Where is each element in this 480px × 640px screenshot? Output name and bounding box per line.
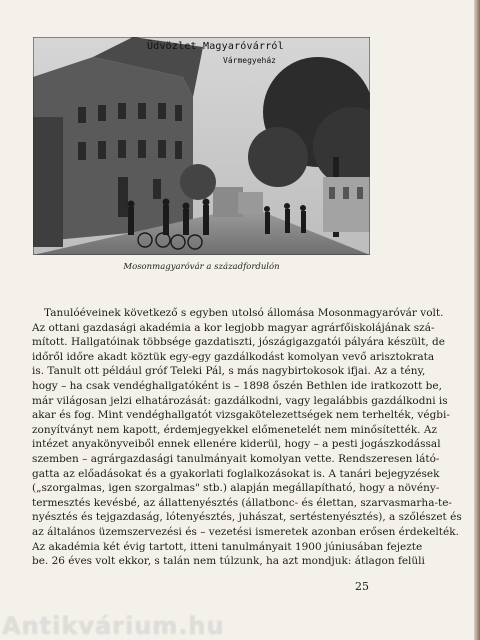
- body-line: már világosan jelzi elhatározását: gazdálkodni, vagy legalábbis gazdálkodni is: [32, 394, 448, 407]
- body-line: Az akadémia két évig tartott, itteni tanulmányait 1900 júniusában fejezte: [32, 540, 423, 553]
- body-line: intézet anyakönyveiből ennek ellenére kiderül, hogy – a pesti jogászkodással: [32, 438, 441, 451]
- postcard-title: Üdvözlet Magyaróvárról: [147, 41, 284, 52]
- body-line: („szorgalmas, igen szorgalmas" stb.) alapján megállapítható, hogy a növény-: [32, 482, 440, 495]
- body-line: mított. Hallgatóinak többsége gazdatiszti, jószágigazgatói pályára készült, de: [32, 336, 445, 349]
- body-paragraph: [32, 306, 462, 569]
- watermark: Antikvárium.hu: [2, 612, 225, 640]
- body-line: gatta az előadásokat és a gyakorlati foglalkozásokat is. A tanári bejegyzések: [32, 467, 440, 480]
- body-line: nyésztés és tejgazdaság, lótenyésztés, juhászat, sertéstenyésztés), a szőlészet és: [32, 511, 462, 524]
- body-line: zonyítványt nem kapott, érdemjegyekkel előmenetelét nem minősítették. Az: [32, 423, 437, 436]
- postcard-subtitle: Vármegyeház: [223, 56, 276, 65]
- photo-caption: Mosonmagyaróvár a századfordulón: [123, 262, 280, 272]
- page-edge: [474, 0, 480, 640]
- body-line: akar és fog. Mint vendéghallgatót vizsgakötelezettségek nem terhelték, végbi-: [32, 409, 450, 422]
- body-line: Az ottani gazdasági akadémia a kor legjobb magyar agrárfőiskolájának szá-: [32, 321, 435, 334]
- body-line: hogy – ha csak vendéghallgatóként is – 1898 őszén Bethlen ide iratkozott be,: [32, 379, 442, 392]
- page-number: 25: [355, 580, 369, 593]
- body-line: termesztés kevésbé, az állattenyésztés (állatbonc- és élettan, szarvasmarha-te-: [32, 496, 452, 509]
- body-line: időről időre akadt köztük egy-egy gazdálkodást komolyan vevő arisztokrata: [32, 350, 435, 363]
- body-line: is. Tanult ott például gróf Teleki Pál, s más nagybirtokosok ifjai. Az a tény,: [32, 365, 426, 378]
- body-line: be. 26 éves volt ekkor, s talán nem túlzunk, ha azt mondjuk: átlagon felüli: [32, 555, 425, 568]
- postcard-photo: [33, 37, 370, 255]
- body-line: szemben – agrárgazdasági tanulmányait komolyan vette. Rendszeresen látó-: [32, 452, 440, 465]
- street-scene-illustration: [33, 37, 370, 255]
- body-line: Tanulóéveinek következő s egyben utolsó állomása Mosonmagyaróvár volt.: [44, 307, 444, 319]
- body-line: az általános üzemszervezési és – vezetési ismeretek azonban erősen érdekelték.: [32, 525, 459, 538]
